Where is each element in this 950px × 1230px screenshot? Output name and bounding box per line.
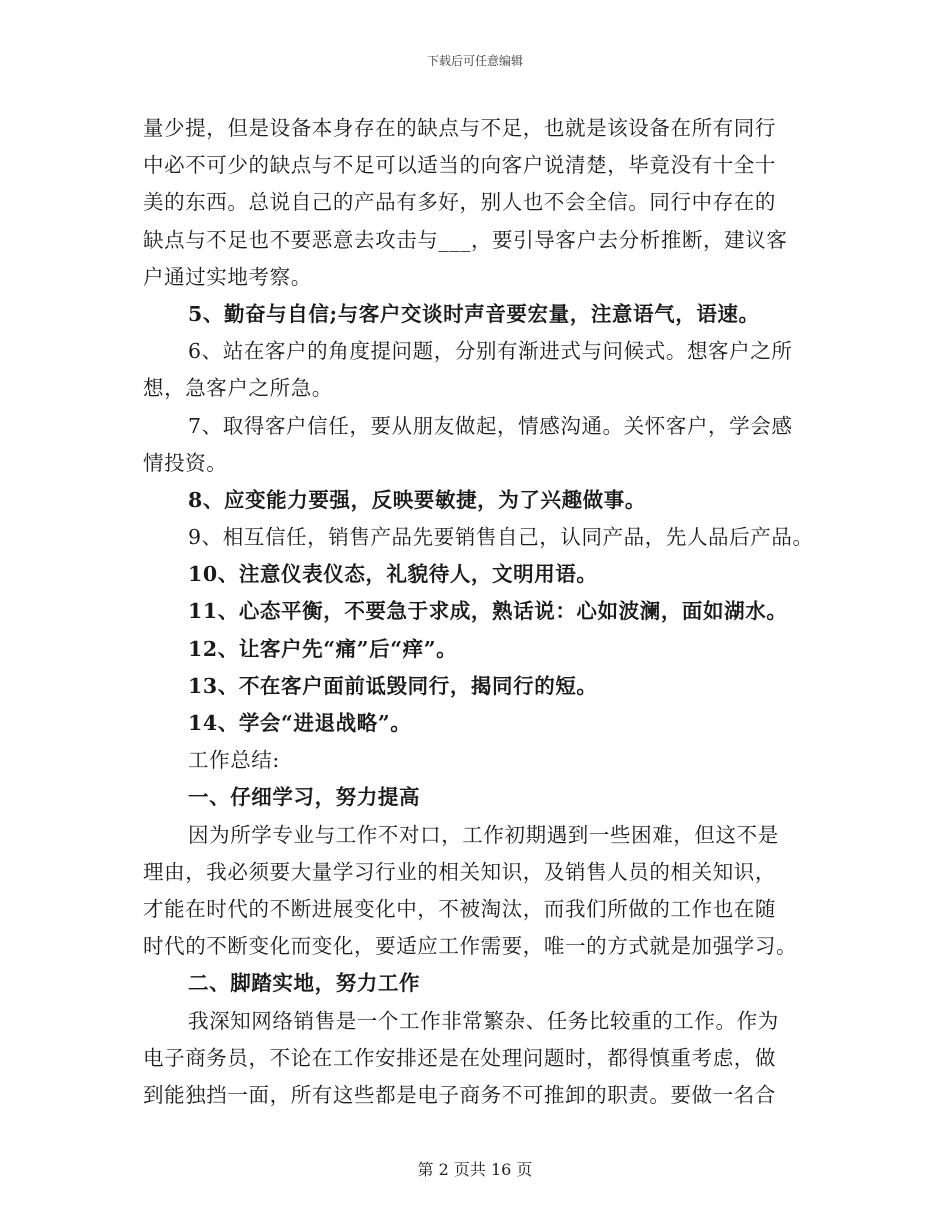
text-line: 时代的不断变化而变化，要适应工作需要，唯一的方式就是加强学习。: [143, 934, 798, 959]
text-line: 6、站在客户的角度提问题，分别有渐进式与问候式。想客户之所: [188, 339, 793, 364]
text-line: 因为所学专业与工作不对口，工作初期遇到一些困难，但这不是: [188, 822, 779, 847]
text-line: 10、注意仪表仪态，礼貌待人，文明用语。: [188, 562, 598, 587]
text-line: 5、勤奋与自信;与客户交谈时声音要宏量，注意语气，语速。: [188, 301, 760, 326]
text-line: 11、心态平衡，不要急于求成，熟话说：心如波澜，面如湖水。: [188, 599, 788, 624]
text-line: 电子商务员，不论在工作安排还是在处理问题时，都得慎重考虑，做: [143, 1045, 776, 1070]
text-line: 缺点与不足也不要恶意去攻击与___，要引导客户去分析推断，建议客: [143, 227, 788, 252]
text-line: 7、取得客户信任，要从朋友做起，情感沟通。关怀客户，学会感: [188, 413, 793, 438]
text-line: 才能在时代的不断进展变化中，不被淘汰，而我们所做的工作也在随: [143, 896, 776, 921]
text-line: 理由，我必须要大量学习行业的相关知识，及销售人员的相关知识，: [143, 859, 776, 884]
text-line: 我深知网络销售是一个工作非常繁杂、任务比较重的工作。作为: [188, 1008, 779, 1033]
text-line: 情投资。: [143, 450, 228, 475]
text-line: 14、学会“进退战略”。: [188, 711, 412, 735]
text-line: 想，急客户之所急。: [143, 376, 333, 401]
text-line: 美的东西。总说自己的产品有多好，别人也不会全信。同行中存在的: [143, 190, 776, 215]
text-line: 二、脚踏实地，努力工作: [188, 971, 421, 996]
document-body: [143, 110, 843, 1114]
text-line: 一、仔细学习，努力提高: [188, 785, 421, 810]
text-line: 到能独挡一面，所有这些都是电子商务不可推卸的职责。要做一名合: [143, 1082, 776, 1107]
text-line: 8、应变能力要强，反映要敏捷，为了兴趣做事。: [188, 487, 646, 512]
text-line: 工作总结:: [188, 748, 280, 773]
text-line: 量少提，但是设备本身存在的缺点与不足，也就是该设备在所有同行: [143, 116, 776, 140]
text-line: 9、相互信任，销售产品先要销售自己，认同产品，先人品后产品。: [188, 525, 814, 550]
text-line: 13、不在客户面前诋毁同行，揭同行的短。: [188, 673, 598, 698]
page-header: 下载后可任意编辑: [426, 54, 523, 68]
text-line: 中必不可少的缺点与不足可以适当的向客户说清楚，毕竟没有十全十: [143, 153, 776, 178]
page-footer: 第 2 页共 16 页: [417, 1160, 533, 1179]
text-line: 户通过实地考察。: [143, 264, 312, 289]
text-line: 12、让客户先“痛”后“痒”。: [188, 636, 458, 661]
